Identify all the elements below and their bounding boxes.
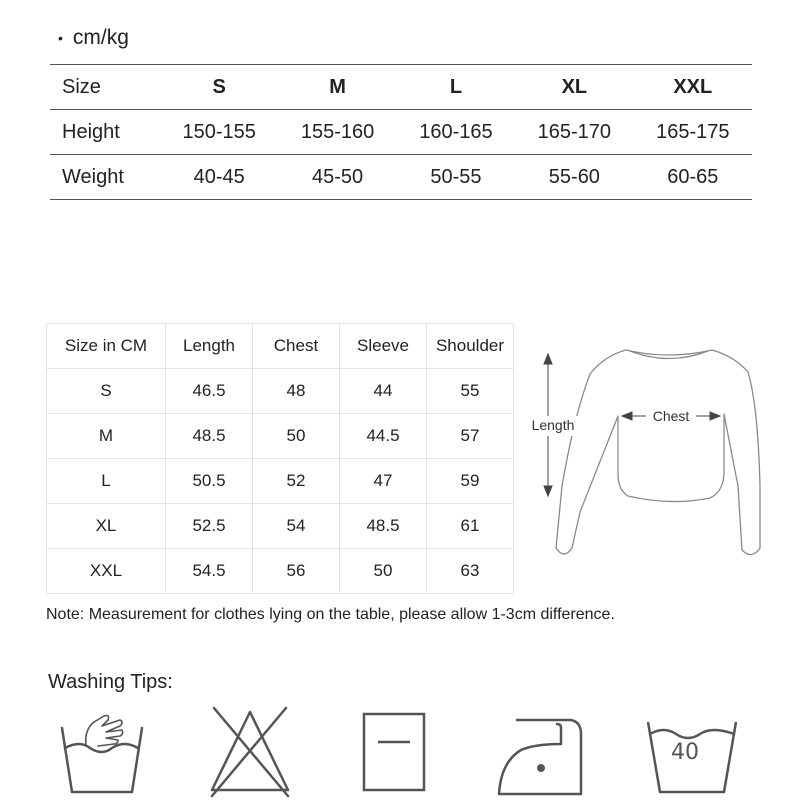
chest-arrow-right	[710, 412, 720, 420]
table-cell: 50-55	[397, 155, 515, 200]
table-cell: 46.5	[166, 369, 253, 414]
table-cell: 160-165	[397, 110, 515, 155]
table-cell: 52.5	[166, 504, 253, 549]
measurement-note: Note: Measurement for clothes lying on the table, please allow 1-3cm difference.	[46, 606, 615, 623]
table-row	[47, 369, 514, 414]
table-cell: 165-170	[515, 110, 633, 155]
table-cell: 56	[253, 549, 340, 594]
size-table-header-cell: S	[160, 65, 278, 110]
iron-low-icon	[495, 700, 595, 800]
table-row	[47, 549, 514, 594]
chest-arrow-left	[622, 412, 632, 420]
washing-tips-title: Washing Tips:	[48, 671, 173, 693]
unit-note: • cm/kg	[58, 26, 129, 49]
table-cell: 60-65	[634, 155, 752, 200]
table-cell: 50	[340, 549, 427, 594]
shirt-outline	[556, 350, 760, 555]
header-cell: Chest	[253, 324, 340, 369]
table-cell: 54	[253, 504, 340, 549]
table-cell: L	[47, 459, 166, 504]
measurement-table-header	[47, 324, 514, 369]
table-cell: 47	[340, 459, 427, 504]
bullet-icon: •	[58, 30, 63, 47]
length-arrow-down	[544, 486, 552, 496]
table-cell: 54.5	[166, 549, 253, 594]
table-cell: 40-45	[160, 155, 278, 200]
table-cell: 57	[427, 414, 514, 459]
chest-label: Chest	[652, 408, 690, 424]
table-cell: 50	[253, 414, 340, 459]
table-cell: 63	[427, 549, 514, 594]
row-label: Weight	[50, 155, 160, 200]
header-cell: Size in CM	[47, 324, 166, 369]
table-cell: M	[47, 414, 166, 459]
size-table-header-cell: Size	[50, 65, 160, 110]
header-cell: Shoulder	[427, 324, 514, 369]
header-cell: Length	[166, 324, 253, 369]
table-cell: XXL	[47, 549, 166, 594]
table-row	[50, 110, 752, 155]
table-cell: 150-155	[160, 110, 278, 155]
table-row	[47, 414, 514, 459]
length-label: Length	[531, 417, 575, 433]
wash-temperature: 40	[671, 740, 699, 765]
table-cell: 48.5	[166, 414, 253, 459]
table-cell: 48.5	[340, 504, 427, 549]
table-cell: 155-160	[278, 110, 396, 155]
header-cell: Sleeve	[340, 324, 427, 369]
table-cell: XL	[47, 504, 166, 549]
size-table-header	[50, 65, 752, 110]
table-row	[47, 459, 514, 504]
size-table-header-cell: XXL	[634, 65, 752, 110]
table-cell: S	[47, 369, 166, 414]
length-arrow-up	[544, 354, 552, 364]
measurement-table	[46, 323, 514, 594]
table-cell: 61	[427, 504, 514, 549]
size-table-header-cell: L	[397, 65, 515, 110]
table-cell: 55-60	[515, 155, 633, 200]
table-cell: 44.5	[340, 414, 427, 459]
dry-flat-icon	[350, 700, 450, 800]
table-cell: 52	[253, 459, 340, 504]
size-table	[50, 64, 752, 200]
table-row	[47, 504, 514, 549]
table-cell: 50.5	[166, 459, 253, 504]
table-cell: 59	[427, 459, 514, 504]
table-cell: 48	[253, 369, 340, 414]
table-cell: 55	[427, 369, 514, 414]
hand-wash-icon	[50, 700, 150, 800]
table-cell: 165-175	[634, 110, 752, 155]
size-table-header-cell: XL	[515, 65, 633, 110]
table-cell: 45-50	[278, 155, 396, 200]
table-row	[50, 155, 752, 200]
do-not-bleach-icon	[200, 700, 300, 800]
table-cell: 44	[340, 369, 427, 414]
shirt-diagram	[526, 336, 796, 566]
size-table-header-cell: M	[278, 65, 396, 110]
wash-40-icon	[640, 700, 740, 800]
row-label: Height	[50, 110, 160, 155]
